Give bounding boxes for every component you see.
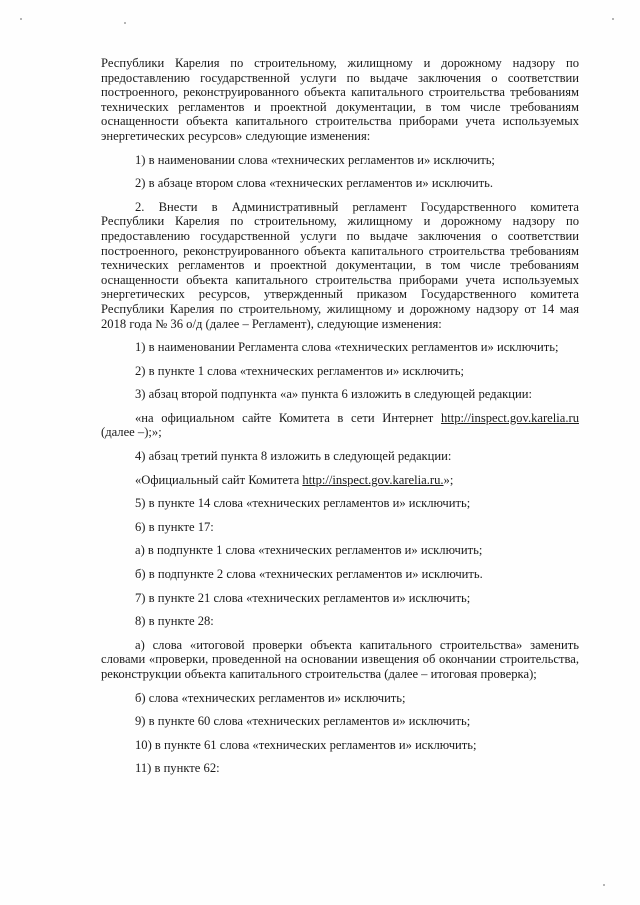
- quote-text: «на официальном сайте Комитета в сети Интернет: [135, 410, 441, 425]
- paragraph-item: 4) абзац третий пункта 8 изложить в следующей редакции:: [135, 449, 452, 464]
- scan-speck: [603, 884, 605, 886]
- paragraph-item: 1) в наименовании слова «технических регламентов и» исключить;: [135, 152, 495, 167]
- paragraph-item: а) слова «итоговой проверки объекта капитального строительства» заменить словами «проверки, проведенной на основании извещения об окончании строительства, реконструкции объекта капитального строительства (далее – итоговая проверка);: [101, 637, 579, 681]
- quote-text: (далее –);»;: [101, 425, 162, 440]
- paragraph-item: а) в подпункте 1 слова «технических регламентов и» исключить;: [135, 543, 483, 558]
- quote-text: »;: [443, 472, 454, 487]
- paragraph-item: 6) в пункте 17:: [135, 519, 214, 534]
- website-link[interactable]: http://inspect.gov.karelia.ru.: [302, 472, 444, 487]
- paragraph-item: 1) в наименовании Регламента слова «технических регламентов и» исключить;: [135, 340, 559, 355]
- document-body: [101, 56, 579, 776]
- paragraph-item: 8) в пункте 28:: [135, 614, 214, 629]
- paragraph-item: 2) в абзаце втором слова «технических регламентов и» исключить.: [135, 176, 493, 191]
- scan-speck: [612, 18, 614, 20]
- quote-text: «Официальный сайт Комитета: [135, 472, 303, 487]
- paragraph-item: 10) в пункте 61 слова «технических регламентов и» исключить;: [135, 737, 477, 752]
- paragraph-item: б) слова «технических регламентов и» исключить;: [135, 690, 406, 705]
- scan-speck: [124, 22, 126, 24]
- paragraph-item: 9) в пункте 60 слова «технических регламентов и» исключить;: [135, 714, 471, 729]
- paragraph-item: 11) в пункте 62:: [135, 761, 220, 776]
- paragraph-item: б) в подпункте 2 слова «технических регламентов и» исключить.: [135, 567, 483, 582]
- scan-speck: [20, 18, 22, 20]
- paragraph-item: 7) в пункте 21 слова «технических регламентов и» исключить;: [135, 590, 471, 605]
- paragraph-quote: [101, 411, 579, 440]
- paragraph-item: 3) абзац второй подпункта «а» пункта 6 изложить в следующей редакции:: [135, 387, 532, 402]
- paragraph-item: 5) в пункте 14 слова «технических регламентов и» исключить;: [135, 496, 471, 511]
- paragraph-quote: [101, 473, 579, 488]
- website-link[interactable]: http://inspect.gov.karelia.ru: [440, 410, 579, 425]
- paragraph-section-2: 2. Внести в Административный регламент Государственного комитета Республики Карелия по строительному, жилищному и дорожному надзору по предоставлению государственной услуги по выдаче заключения о соответствии построенного, реконструированного объекта капитального строительства требованиям технических регламентов и проектной документации, в том числе требованиям оснащенности объекта капитального строительства приборами учета используемых энергетических ресурсов, утвержденный приказом Государственного комитета Республики Карелия по строительному, жилищному и дорожному надзору от 14 мая 2018 года № 36 о/д (далее – Регламент), следующие изменения:: [101, 199, 579, 331]
- paragraph-item: 2) в пункте 1 слова «технических регламентов и» исключить;: [135, 363, 464, 378]
- paragraph-intro: Республики Карелия по строительному, жилищному и дорожному надзору по предоставлению государственной услуги по выдаче заключения о соответствии построенного, реконструированного объекта капитального строительства требованиям технических регламентов и проектной документации, в том числе требованиям оснащенности объекта капитального строительства приборами учета используемых энергетических ресурсов» следующие изменения:: [101, 56, 579, 143]
